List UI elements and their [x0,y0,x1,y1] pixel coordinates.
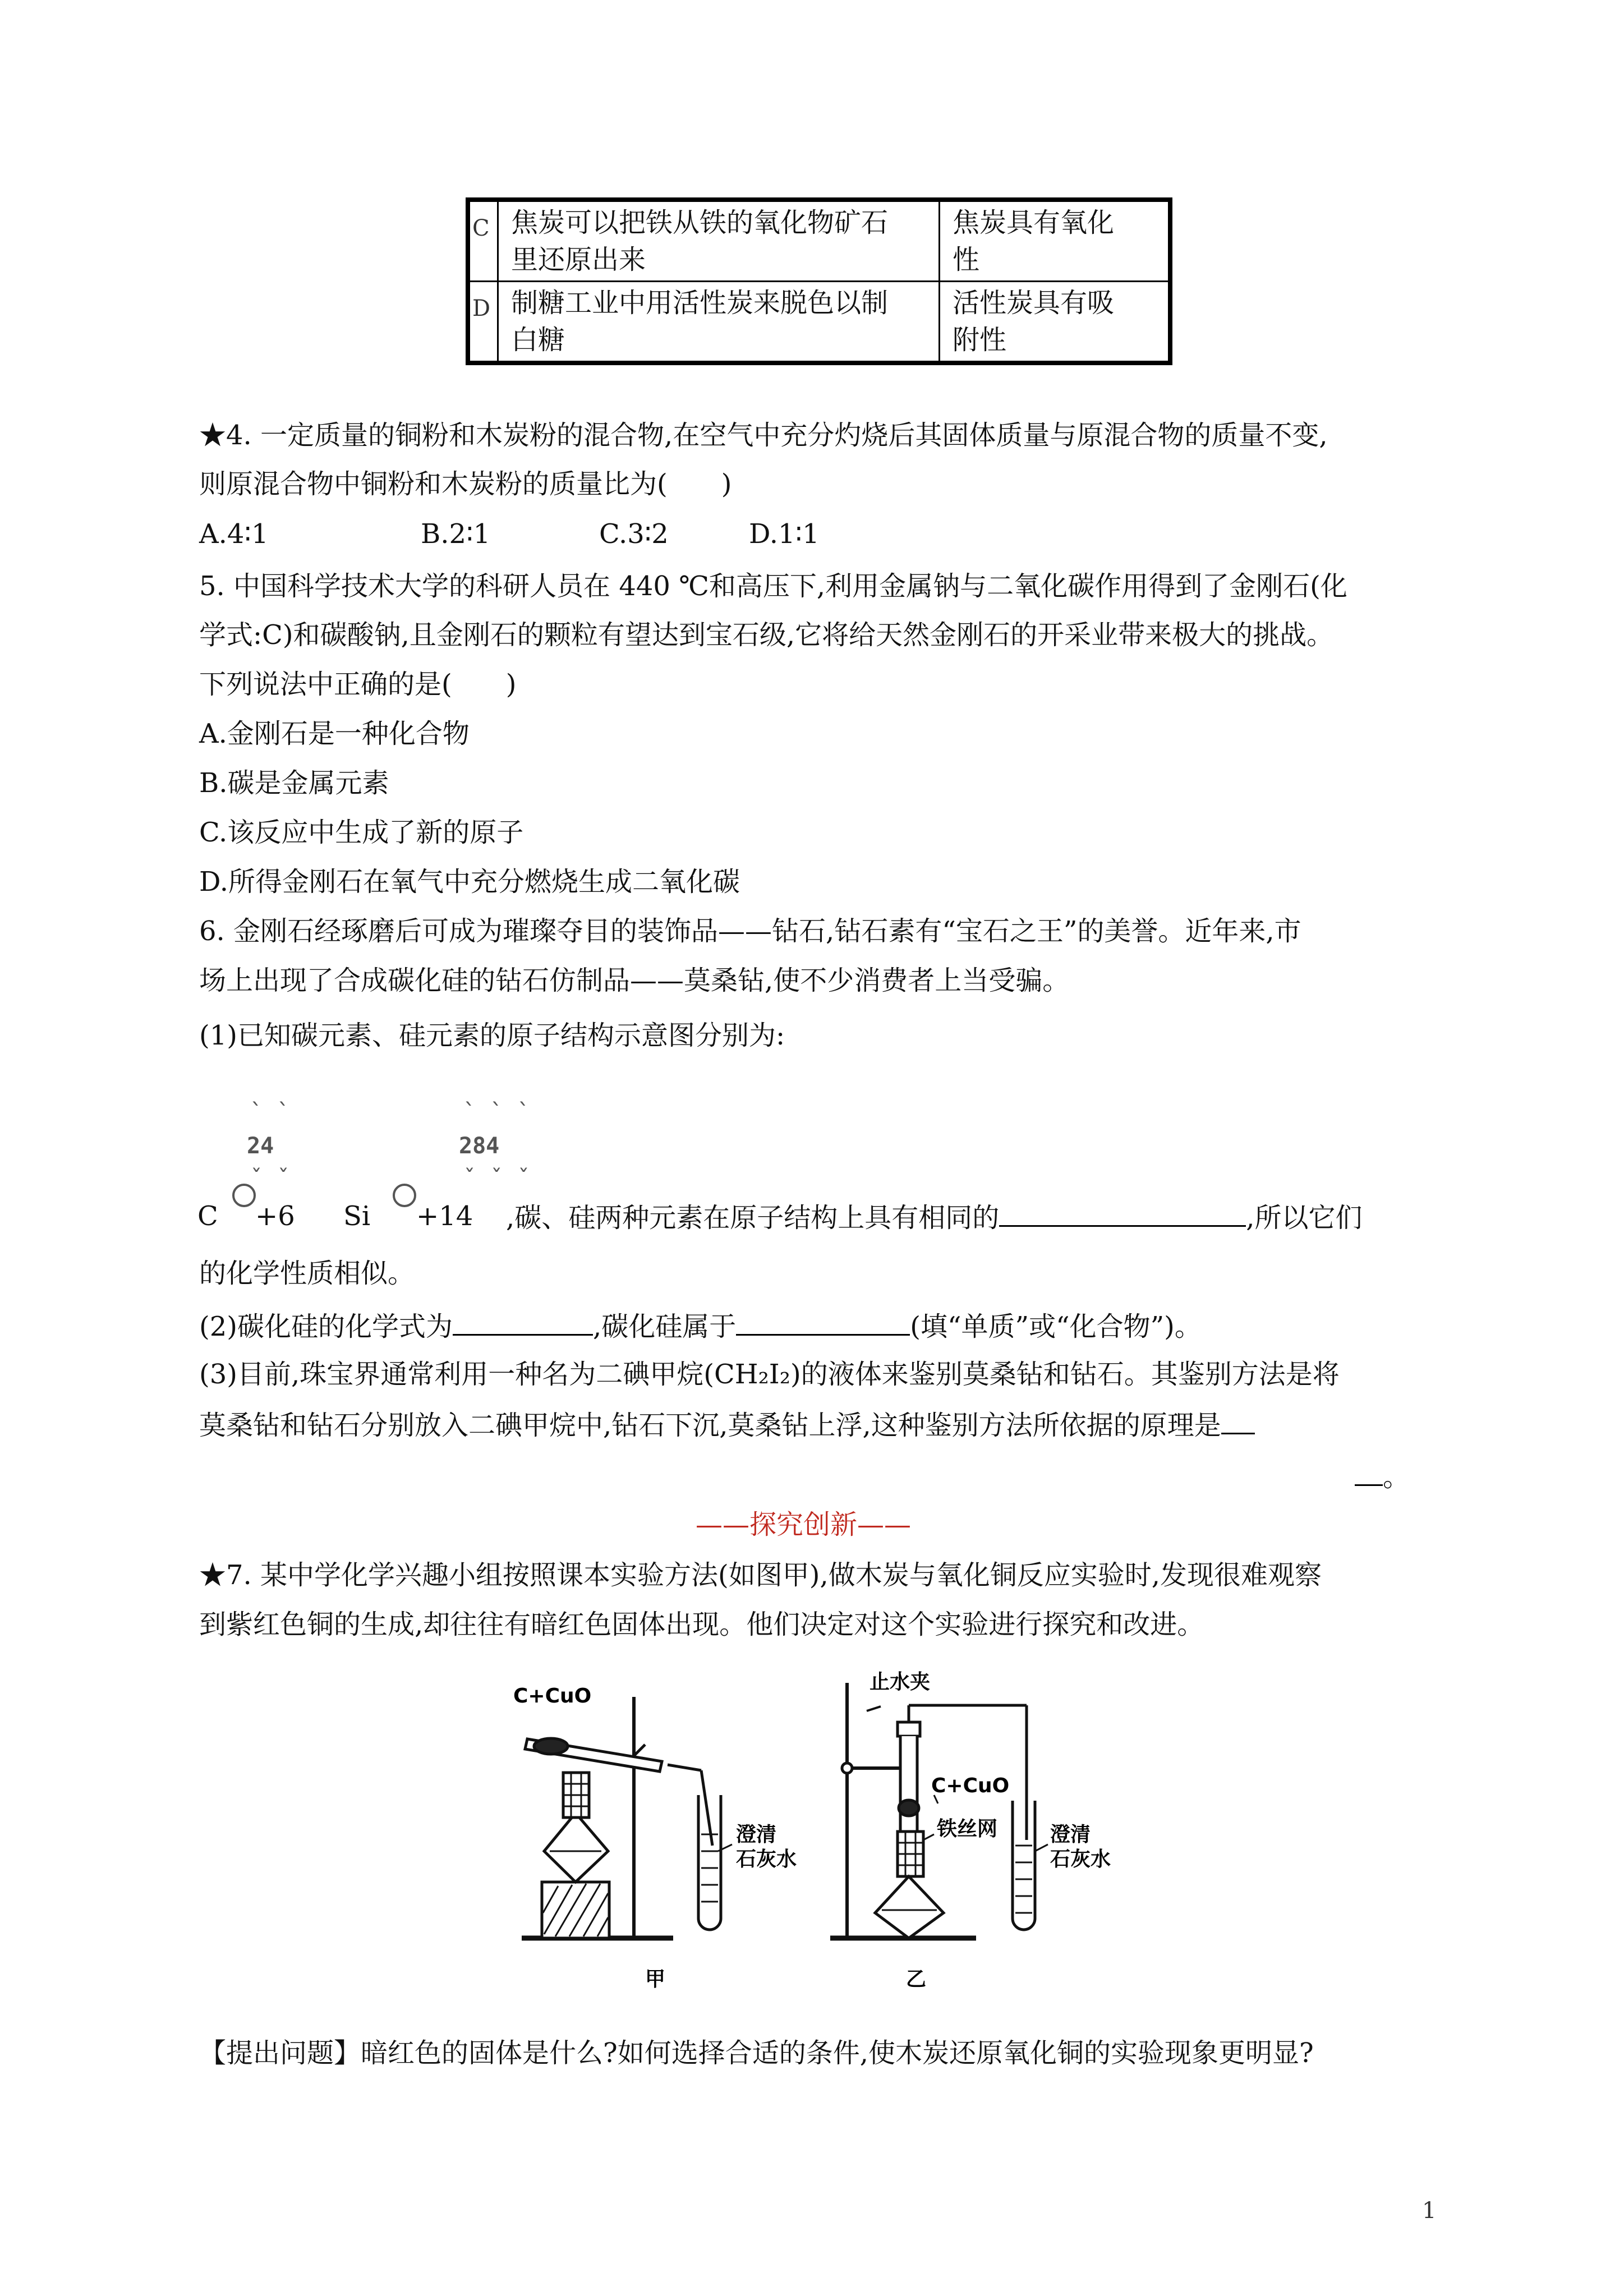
table-cell-property: 活性炭具有吸 附性 [940,282,1171,364]
apparatus-figures [505,1666,1178,2014]
q5-line2: 学式:C)和碳酸钠,且金刚石的颗粒有望达到宝石级,它将给天然金刚石的开采业带来极大的挑战。 [199,619,1334,651]
table-cell-fact: 制糖工业中用活性炭来脱色以制 白糖 [498,282,940,364]
q6-part1-line2: 的化学性质相似。 [199,1258,415,1289]
figure-jia-apparatus [522,1697,732,1938]
silicon-shell-marks-lower: ˇ ˇ ˇ [463,1166,531,1191]
carbon-symbol: C [197,1200,218,1232]
q7-line1: ★7. 某中学化学兴趣小组按照课本实验方法(如图甲),做木炭与氧化铜反应实验时,发现很难观察 [199,1559,1322,1591]
q6-part2: (2)碳化硅的化学式为 ,碳化硅属于 (填“单质”或“化合物”)。 [199,1308,1202,1343]
jia-reagent-label: C+CuO [513,1685,592,1708]
q5-line3: 下列说法中正确的是( ) [199,669,517,700]
q5-line1: 5. 中国科学技术大学的科研人员在 440 ℃和高压下,利用金属钠与二氧化碳作用得到了金刚石(化 [199,570,1347,602]
q7-line2: 到紫红色铜的生成,却往往有暗红色固体出现。他们决定对这个实验进行探究和改进。 [199,1609,1204,1640]
figure-yi-apparatus [830,1683,1048,1938]
q4-option-c: C.3∶2 [599,518,669,550]
q4-line2: 则原混合物中铜粉和木炭粉的质量比为( ) [199,468,732,500]
carbon-shell-marks: ` ` [250,1099,291,1125]
carbon-nucleus-circle [232,1184,256,1207]
q4-option-a: A.4∶1 [199,518,269,550]
yi-limewater-label-1: 澄清 [1050,1823,1091,1846]
jia-limewater-label-1: 澄清 [736,1823,777,1846]
table-row [468,200,1170,282]
silicon-nucleus-circle [393,1184,416,1207]
q6-part1: (1)已知碳元素、硅元素的原子结构示意图分别为: [199,1020,785,1051]
q5-option-b: B.碳是金属元素 [199,767,389,799]
q6-line2: 场上出现了合成碳化硅的钻石仿制品——莫桑钻,使不少消费者上当受骗。 [199,965,1070,996]
q5-option-d: D.所得金刚石在氧气中充分燃烧生成二氧化碳 [199,866,740,898]
table-row [468,282,1170,364]
silicon-nucleus-charge: +14 [416,1200,473,1232]
silicon-electron-shells: 284 [459,1133,500,1159]
figure-yi-caption: 乙 [906,1968,927,1991]
yi-reagent-label: C+CuO [931,1774,1010,1797]
page-number: 1 [1422,2198,1437,2224]
carbon-shell-marks-lower: ˇ ˇ [250,1166,291,1191]
q6-part3-end: 。 [1355,1458,1410,1494]
option-letter: C [468,200,498,282]
q6-part3-line1: (3)目前,珠宝界通常利用一种名为二碘甲烷(CH₂I₂)的液体来鉴别莫桑钻和钻石。其鉴别方法是将 [199,1359,1340,1390]
yi-limewater-label-2: 石灰水 [1050,1848,1111,1871]
q6-part3-line2: 莫桑钻和钻石分别放入二碘甲烷中,钻石下沉,莫桑钻上浮,这种鉴别方法所依据的原理是 [199,1407,1255,1442]
answer-options-table [466,197,1172,365]
q5-option-a: A.金刚石是一种化合物 [199,718,470,749]
carbon-electron-shells: 24 [247,1133,274,1159]
jia-limewater-label-2: 石灰水 [736,1848,797,1871]
q4-option-b: B.2∶1 [421,518,491,550]
answer-blank[interactable] [736,1308,910,1336]
silicon-symbol: Si [343,1200,371,1232]
q5-option-c: C.该反应中生成了新的原子 [199,817,524,848]
table-cell-fact: 焦炭可以把铁从铁的氧化物矿石 里还原出来 [498,200,940,282]
answer-blank[interactable] [999,1199,1246,1227]
figure-jia-caption: 甲 [645,1968,666,1991]
table-cell-property: 焦炭具有氧化 性 [940,200,1171,282]
answer-blank[interactable] [1355,1458,1383,1486]
yi-mesh-label: 铁丝网 [937,1818,998,1841]
q7-question: 【提出问题】暗红色的固体是什么?如何选择合适的条件,使木炭还原氧化铜的实验现象更明显? [199,2037,1314,2069]
answer-blank[interactable] [1221,1407,1255,1434]
yi-clamp-label: 止水夹 [869,1671,931,1694]
silicon-shell-marks: ` ` ` [463,1099,531,1125]
q4-line1: ★4. 一定质量的铜粉和木炭粉的混合物,在空气中充分灼烧后其固体质量与原混合物的质量不变, [199,420,1328,451]
section-title: ——探究创新—— [696,1509,912,1540]
q6-line1: 6. 金刚石经琢磨后可成为璀璨夺目的装饰品——钻石,钻石素有“宝石之王”的美誉。近年来,市 [199,915,1301,947]
carbon-nucleus-charge: +6 [255,1200,295,1232]
q4-option-d: D.1∶1 [749,518,820,550]
answer-blank[interactable] [453,1308,593,1336]
option-letter: D [468,282,498,364]
q6-part1-statement: ,碳、硅两种元素在原子结构上具有相同的 ,所以它们 [506,1199,1363,1235]
